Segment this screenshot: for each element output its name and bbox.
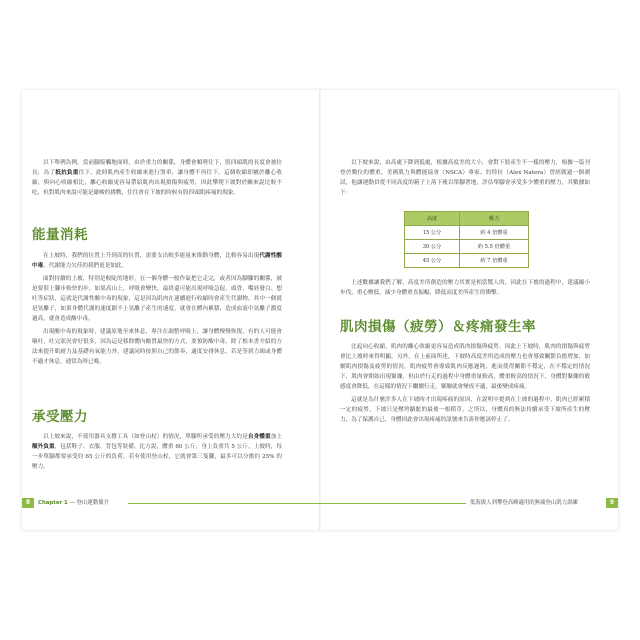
section-heading: [340, 318, 590, 336]
heading-pressure: 承受壓力: [32, 409, 88, 425]
paragraph: 面對持續的上坡，特別是較陡的地形，在一個身體一般作氣把它走完，或者因為腳腳的關係，被迫要狠上腳步較快的步，如果高山上，呼吸會變快，最終還可能出現呼吸急促、頭昏、嘴唇發白、想吐等症狀，這就是代謝性酸中毒的現象，這是因為肌肉在連續進行收縮時會產生代謝物，其中一個就是氫離子，如果身體代謝的速度跟不上氫離子產生的速度，就會在體內累積，造成血液中氫離子濃度過高，就會造成酸中毒。: [32, 276, 282, 322]
table-header-cell: 高度: [405, 212, 460, 226]
section-heading: [32, 408, 282, 426]
footer-rule: [320, 503, 466, 504]
table-cell: 約 4 倍體重: [460, 226, 529, 240]
right-page-body: [340, 158, 590, 198]
right-footer: [320, 498, 618, 508]
table-cell: 15 公分: [405, 226, 460, 240]
paragraph: 以上坡來說，不使用器具支撐工具（如登山杖）的情況，單腳所承受的壓力大約是自身體重加上額外負重，包括鞋子、衣服、背包等裝備。比方說，體重 60 公斤，身上負重共 5 公斤，上坡時，每一步單腳都要承受約 65 公斤的負荷，若有使用登山杖，它就會第三隻腳，最多可以分擔約 25% 的壓力。: [32, 434, 282, 470]
table-cell: 約 7 倍體重: [460, 254, 529, 268]
table-cell: 約 5.5 倍體重: [460, 240, 529, 254]
section-heading: [32, 226, 282, 244]
table-header-cell: 壓力: [460, 212, 529, 226]
footer-caption: Chapter 1 — 登山運動簡介: [38, 500, 109, 506]
paragraph: 以下舉例為例，當前腳接觸地面時，由於重力的關係，身體會順勢往下，股四頭肌的長度會被拉長，為了抵抗負重往下，此時肌肉產生收縮來進行煞車，讓身體不再往下。這個收縮即屬於離心收縮，與向心收縮相比，離心收縮更容易帶給肌肉出現損傷與疲勞，因此攀爬下坡對於關來說比較不吃，但對肌肉來說可能是嚴峻的挑戰，往往會在下坡的時候有股四頭肌疼痛的現象。: [32, 160, 282, 196]
page-number: 9: [606, 498, 618, 508]
heading-muscle-damage: 肌肉損傷（疲勞）＆疼痛發生率: [340, 319, 536, 335]
table-row: [405, 254, 529, 268]
table-row: [405, 240, 529, 254]
heading-energy: 能量消耗: [32, 227, 88, 243]
right-page-body-3: [340, 342, 590, 425]
paragraph: 這就是為什麼許多人在下坡時才出現疼痛的原因，在說明中提到在上坡的過程中，肌肉已經累積一定的疲勞，下坡只是壓垮駱駝的最後一根稻草，之所以，身體真的無法持續承受下坡所產生的壓力，為了保護自己，身體因此會出現疼痛的訊號來告訴你應該停止了。: [340, 397, 590, 423]
paragraph: 上述數據讓我們了解，高度差所創造的壓力其實是相當驚人的，因此在下坡的過程中，建議縮小步伐，重心壓低，減少身體重直振幅，降低高度差所產生的衝擊。: [340, 280, 590, 296]
paragraph: 比起向心收縮，肌肉的離心收縮更容易造成肌肉損傷與疲勞，因此上下坡時，肌肉的損傷與疲勞會比上坡時來得明顯。另外，在上前面所述，下坡時高度差所造成的壓力也會導致關節負擔增加，加劇肌肉損傷及疲勞的情況，肌肉疲勞會導致肌肉反應遲鈍，進而使得關節不穩定，在不穩定的情況下，肌肉會開始出現緊繃，但由於行走的過程中身體重量較高，體重較高的情況下，身體對緊繃的敏感度會降低，在這樣的情況下繼續行走，緊繃就會變成不適，最後變成疼痛。: [340, 344, 590, 390]
table-cell: 30 公分: [405, 240, 460, 254]
table-cell: 45 公分: [405, 254, 460, 268]
page-number: 8: [22, 498, 34, 508]
footer-caption: 低海拔人到攀登高峰適用的無痛登山肌力訓練: [470, 500, 578, 506]
left-footer: [22, 498, 320, 508]
book-gutter: [319, 90, 321, 530]
pressure-table: [404, 211, 529, 268]
left-page-body-3: [32, 432, 282, 472]
paragraph: 在上坡時，我們的位置上升到高的位置，需要支出較多能量來推動身體，比較容易出現代謝性酸中毒，代謝能力欠佳的我們更是如此。: [32, 253, 282, 269]
paragraph: 以下坡來說，由高處下降到低處，根據高度差的大小，會對下肢產生不一樣的壓力，根據一篇刊登於數位的體重，美國肌力與體能協會（NSCA）專家、約特拉（Alex Natera）曾經做過一個測試，他讓運動員從不同高度的箱子上落下後以單腳著地，評估單腳會承受多少體重的壓力，其數據如下：: [340, 160, 590, 196]
paragraph: 出現酸中毒的現象時，建議原地至來休息，專注在調整呼吸上，讓身體慢慢恢復，有的人可能會嘔吐，吐完狀況會好很多，因為這是移除體內酸質最快的方式，要預防酸中毒，除了根本書介紹的方法來提升肌耐力及基礎有氧能力外，建議同時按照自己的節奏，適度安排休息，若是等到力竭或身體不適才休息，通常為時已晚。: [32, 329, 282, 365]
left-page-body-2: [32, 251, 282, 367]
left-page-body: [32, 158, 282, 198]
footer-rule: [128, 503, 320, 504]
right-page-body-2: [340, 278, 590, 298]
table-header-row: [405, 212, 529, 226]
table-row: [405, 226, 529, 240]
